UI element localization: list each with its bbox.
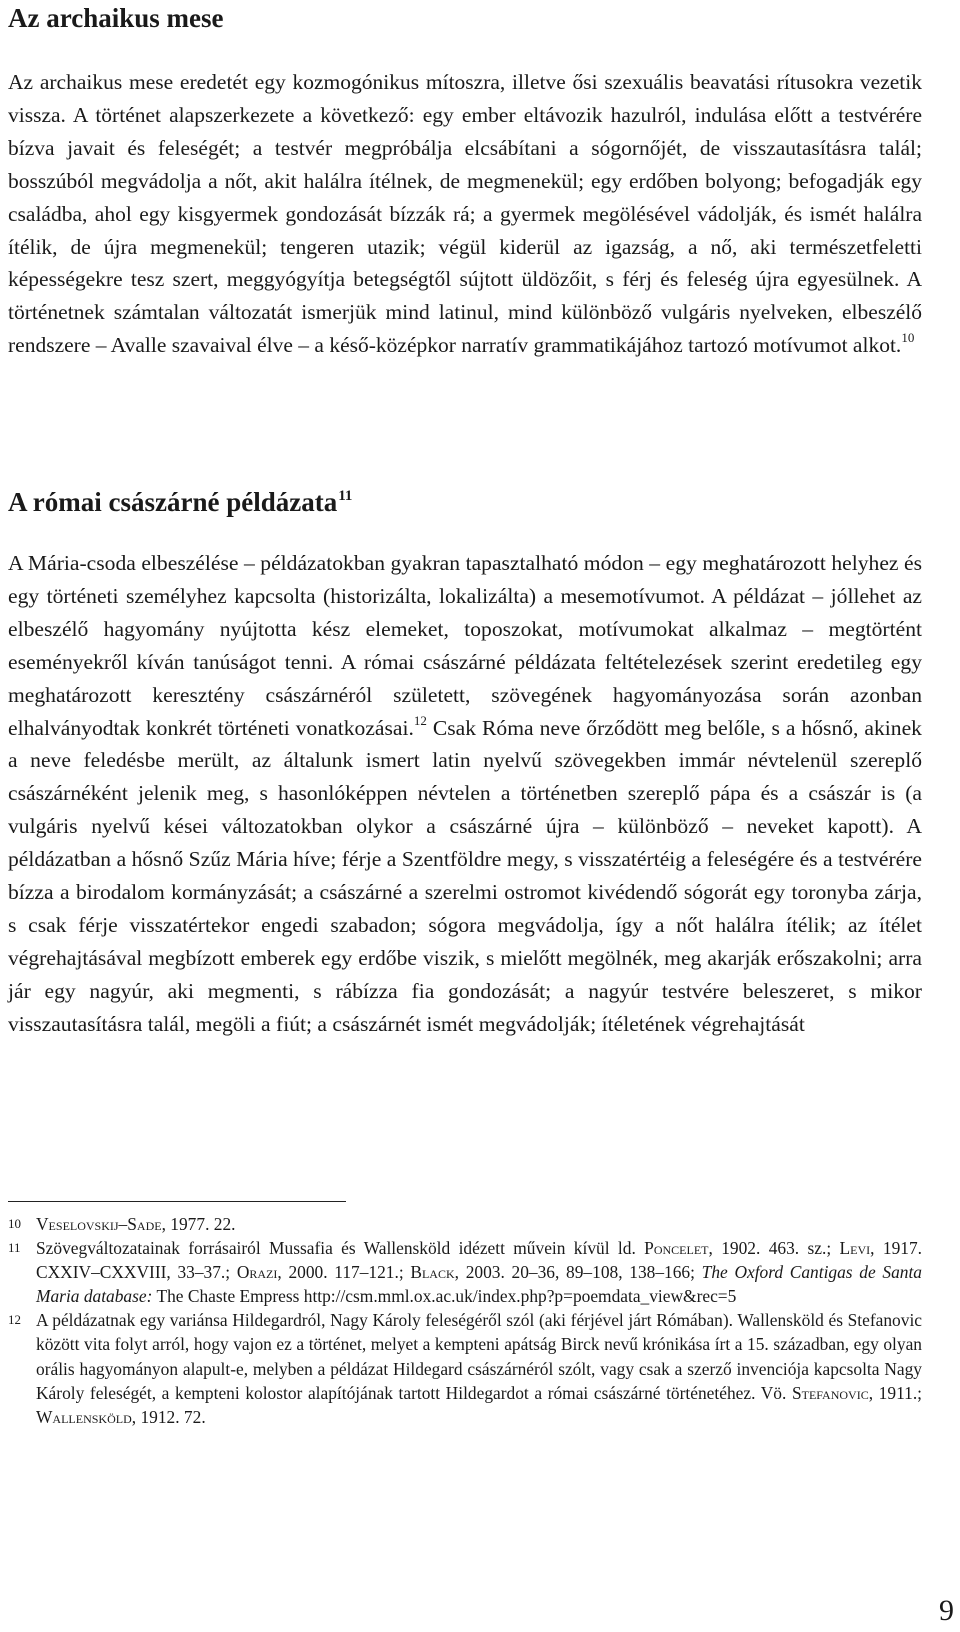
author-name: Wallensköld [36,1406,132,1427]
footnote-number: 12 [8,1312,21,1328]
footnote-divider [8,1201,346,1202]
section-heading-archaic-tale: Az archaikus mese [8,3,224,33]
footnote-number: 10 [8,1216,21,1231]
footnote-text: , 1911.; [868,1382,922,1403]
footnote-text: , 1917. CXXIV–CXXVIII, 33–37.; [36,1238,923,1283]
footnote-text: , 1977. 22. [161,1214,236,1234]
footnote-12 [8,1308,922,1428]
footnote-text: Szövegváltozatainak forrásairól Mussafia és Wallensköld idézett művein kívül ld. [36,1238,645,1259]
footnote-ref-10[interactable]: 10 [901,330,915,346]
footnote-text: , 1902. 463. sz.; [708,1238,840,1259]
section-heading-roman-empress [8,480,352,518]
footnote-11 [8,1236,922,1308]
paragraph-archaic-tale [8,66,922,362]
footnote-text: , 2000. 117–121.; [277,1262,411,1283]
footnote-text: , 2003. 20–36, 89–108, 138–166; [454,1262,702,1283]
footnote-ref-11[interactable]: 11 [338,488,353,504]
author-name: Veselovskij–Sade [36,1214,162,1234]
footnote-text: A példázatnak egy variánsa Hildegardról, Nagy Károly feleségéről szól (aki férjével járt Rómában). Wallensköld és Stefanovic között vita folyt arról, hogy vajon ez a történet, melyet a kempteni apátság Birck nevű krónikása írt a 15. században, egy olyan orális hagyományon alapult-e, melyben a példázat Hildegard császárnéról szólt, vagy csak a szerző invenciója kapcsolta Nagy Károly feleségét, a kempteni kolostor alapítójának tartott Hildegardot a római császárné történetéhez. Vö. [36,1310,922,1403]
paragraph-roman-empress [8,547,922,1041]
footnote-number: 11 [8,1240,21,1256]
footnote-text: , 1912. 72. [131,1406,206,1427]
paragraph-text-part2: Csak Róma neve őrződött meg belőle, s a hősnő, akinek a neve feledésbe merült, az általunk ismert latin nyelvű szövegekben immár névtelenül szereplő császárnéként jelenik meg, s hasonlóképpen névtelen a történetben szereplő pápa és a császár is (a vulgáris nyelvű kései változatokban olykor a császárné újra – különböző – neveket kapott). A példázatban a hősnő Szűz Mária híve; férje a Szentföldre megy, s visszatértéig a feleségére és a testvérére bízza a birodalom kormányzását; a császárné a szerelmi ostromot kivédendő sógorát egy toronyba zárja, s csak férje visszatértekor engedi szabadon; sógora megvádolja, így a nőt halálra ítélik; az ítélet végrehajtásával megbízott emberek egy erdőbe viszik, s mielőtt megölnék, meg akarják erőszakolni; arra jár egy nagyúr, aki megmenti, s rábízza fia gondozását; a nagyúr testvére beleszeret, s mikor visszautasításra talál, megöli a fiút; a császárnét ismét megvádolják; ítéletének végrehajtását [8,715,922,1036]
author-name: Orazi [236,1262,278,1283]
footnotes [8,1212,922,1429]
author-name: Poncelet [644,1238,709,1259]
paragraph-text-part1: A Mária-csoda elbeszélése – példázatokban gyakran tapasztalható módon – egy meghatározott helyhez és egy történeti személyhez kapcsolta (historizálta, lokalizálta) a mesemotívumot. A példázat – jóllehet az elbeszélő hagyomány nyújtotta kész elemeket, toposzokat, motívumokat alkalmaz – megtörtént eseményekről kíván tanúságot tenni. A római császárné példázata feltételezések szerint eredetileg egy meghatározott keresztény császárnéról született, szövegének hagyományozása során azonban elhalványodtak konkrét történeti vonatkozásai. [8,551,922,740]
author-name: Black [410,1262,455,1283]
author-name: Stefanovic [791,1382,869,1403]
database-title: The Oxford Cantigas de Santa Maria database: [36,1262,922,1307]
footnote-10 [8,1212,922,1236]
footnote-text-url[interactable]: The Chaste Empress http://csm.mml.ox.ac.uk/index.php?p=poemdata_view&rec=5 [152,1286,737,1307]
page-number: 9 [939,1594,954,1627]
author-name: Levi [839,1238,871,1259]
heading-text: A római császárné példázata [8,487,338,517]
footnote-ref-12[interactable]: 12 [413,712,427,728]
paragraph-text: Az archaikus mese eredetét egy kozmogónikus mítoszra, illetve ősi szexuális beavatási rítusokra vezetik vissza. A történet alapszerkezete a következő: egy ember eltávozik hazulról, indulása előtt a testvérére bízva javait és feleségét; a testvér megpróbálja elcsábítani a sógornőjét, de visszautasításra talál; bosszúból megvádolja a nőt, akit halálra ítélnek, de megmenekül; egy erdőben bolyong; befogadják egy családba, ahol egy kisgyermek gondozását bízzák rá; a gyermek megölésével vádolják, és ismét halálra ítélik, de újra megmenekül; tengeren utazik; végül kiderül az igazság, a nő, aki természetfeletti képességekre tesz szert, meggyógyítja betegségtől sújtott üldözőit, s férj és feleség újra egyesülnek. A történetnek számtalan változatát ismerjük mind latinul, mind különböző vulgáris nyelveken, elbeszélő rendszere – Avalle szavaival élve – a késő-középkor narratív grammatikájához tartozó motívumot alkot. [8,70,922,358]
